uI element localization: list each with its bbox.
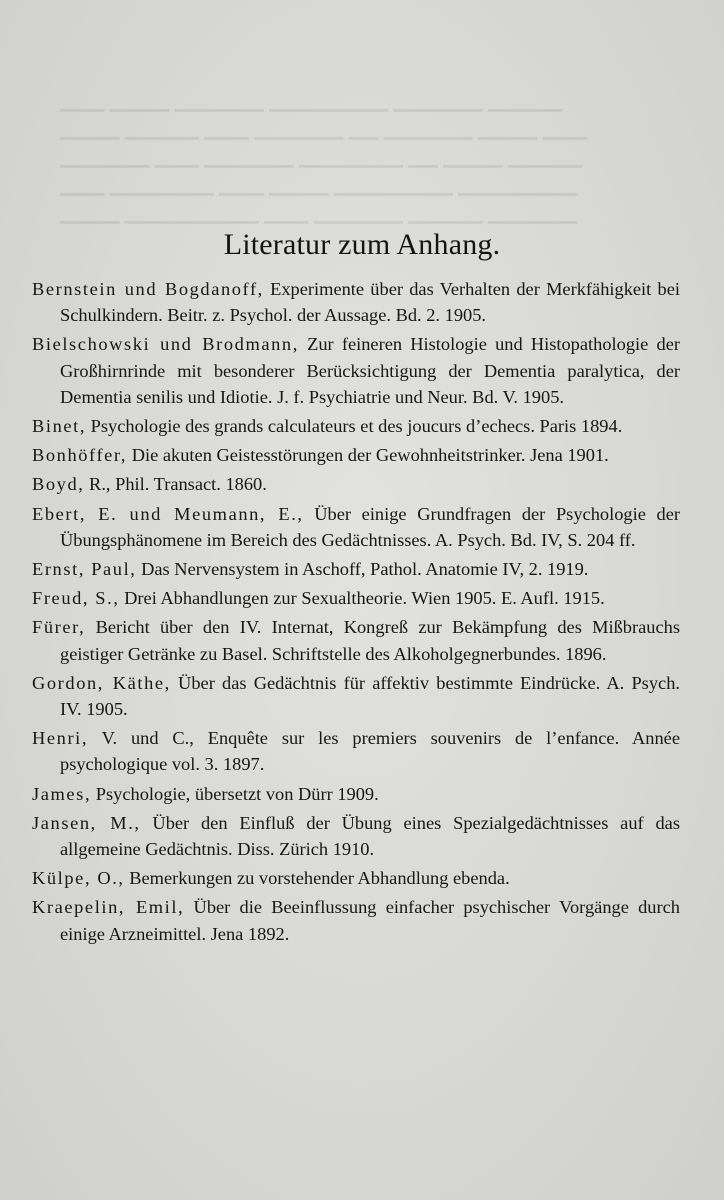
reference-author: Bernstein und Bogdanoff, — [32, 279, 264, 299]
reference-author: Külpe, O., — [32, 868, 125, 889]
show-through-line: ▁▁▁ ▁▁▁▁▁▁▁ ▁▁▁ ▁▁▁▁ ▁▁▁▁▁▁▁▁ ▁▁▁▁▁▁▁▁ — [60, 175, 578, 196]
reference-author: Ernst, Paul, — [32, 559, 137, 580]
reference-text: Psychologie des grands calculateurs et des joucurs d’echecs. Paris 1894. — [86, 416, 623, 437]
reference-entry — [32, 276, 680, 328]
reference-author: Bonhöffer, — [32, 445, 128, 466]
reference-author: Gordon, Käthe, — [32, 672, 171, 693]
show-through-line: ▁▁▁▁ ▁▁▁▁▁ ▁▁▁ ▁▁▁▁▁▁ ▁▁ ▁▁▁▁▁▁ ▁▁▁▁ ▁▁▁ — [60, 119, 588, 140]
reference-text: Drei Abhandlungen zur Sexualtheorie. Wien 1905. E. Aufl. 1915. — [119, 588, 605, 609]
reference-text: Über die Beeinflussung einfacher psychischer Vorgänge durch einige Arzneimittel. Jena 1892. — [60, 897, 680, 944]
reference-author: Kraepelin, Emil, — [32, 897, 185, 918]
reference-entry — [32, 614, 680, 666]
reference-text: Bericht über den IV. Internat, Kongreß zur Bekämpfung des Mißbrauchs geistiger Getränke zu Basel. Schriftstelle des Alkoholgegnerbundes. 1896. — [60, 617, 680, 664]
reference-author: Fürer, — [32, 617, 86, 638]
reference-entry — [32, 442, 680, 468]
reference-entry — [32, 556, 680, 582]
reference-entry — [32, 865, 680, 891]
reference-author: Jansen, M., — [32, 812, 141, 833]
reference-author: Henri, — [32, 728, 89, 749]
reference-entry — [32, 331, 680, 410]
reference-entry — [32, 471, 680, 497]
reference-entry — [32, 894, 680, 946]
reference-text: Über das Gedächtnis für affektiv bestimmte Eindrücke. A. Psych. IV. 1905. — [60, 672, 680, 720]
reference-text: Über einige Grundfragen der Psychologie der Übungsphänomene im Bereich des Gedächtnisses. A. Psych. Bd. IV, S. 204 ff. — [60, 503, 680, 550]
reference-text: Zur feineren Histologie und Histopathologie der Großhirnrinde mit besonderer Berücksichtigung der Dementia paralytica, der Dementia senilis und Idiotie. J. f. Psychiatrie und Neur. Bd. V. 1905. — [60, 334, 680, 407]
reference-text: V. und C., Enquête sur les premiers souvenirs de l’enfance. Année psychologique vol. 3. 1897. — [60, 728, 680, 775]
reference-author: Freud, S., — [32, 588, 120, 609]
reference-author: Bielschowski und Brodmann, — [32, 334, 299, 355]
show-through-line: ▁▁▁ ▁▁▁▁ ▁▁▁▁▁▁ ▁▁▁▁▁▁▁▁ ▁▁▁▁▁▁ ▁▁▁▁▁ — [60, 91, 563, 112]
reference-author: Ebert, E. und Meumann, E., — [32, 503, 304, 524]
reference-entry — [32, 810, 680, 862]
reference-text: Psychologie, übersetzt von Dürr 1909. — [91, 783, 379, 804]
reference-entry — [32, 413, 680, 439]
reference-text: Das Nervensystem in Aschoff, Pathol. Anatomie IV, 2. 1919. — [136, 559, 589, 580]
reference-text: Bemerkungen zu vorstehender Abhandlung ebenda. — [124, 868, 510, 889]
reference-entry — [32, 501, 680, 553]
reference-entry — [32, 585, 680, 611]
reference-entry — [32, 781, 680, 807]
show-through-line: ▁▁▁▁▁▁ ▁▁▁ ▁▁▁▁▁▁ ▁▁▁▁▁▁▁ ▁▁ ▁▁▁▁ ▁▁▁▁▁ — [60, 147, 583, 168]
reference-list — [32, 276, 680, 950]
reference-entry — [32, 725, 680, 777]
reference-text: Über den Einfluß der Übung eines Spezialgedächtnisses auf das allgemeine Gedächtnis. Diss. Zürich 1910. — [60, 812, 680, 860]
reference-author: James, — [32, 783, 92, 804]
reference-entry — [32, 670, 680, 722]
reference-author: Binet, — [32, 416, 87, 437]
show-through-line: ▁▁▁▁ ▁▁▁▁▁▁▁▁▁ ▁▁▁ ▁▁▁▁▁▁ ▁▁▁▁▁ ▁▁▁▁▁▁ — [60, 203, 578, 224]
page-title: Literatur zum Anhang. — [223, 228, 501, 261]
reference-text: Die akuten Geistesstörungen der Gewohnheitstrinker. Jena 1901. — [127, 445, 609, 466]
reference-text: R., Phil. Transact. 1860. — [84, 474, 267, 495]
reference-author: Boyd, — [32, 474, 85, 495]
reference-text: Experimente über das Verhalten der Merkfähigkeit bei Schulkindern. Beitr. z. Psychol. der Aussage. Bd. 2. 1905. — [60, 279, 680, 326]
